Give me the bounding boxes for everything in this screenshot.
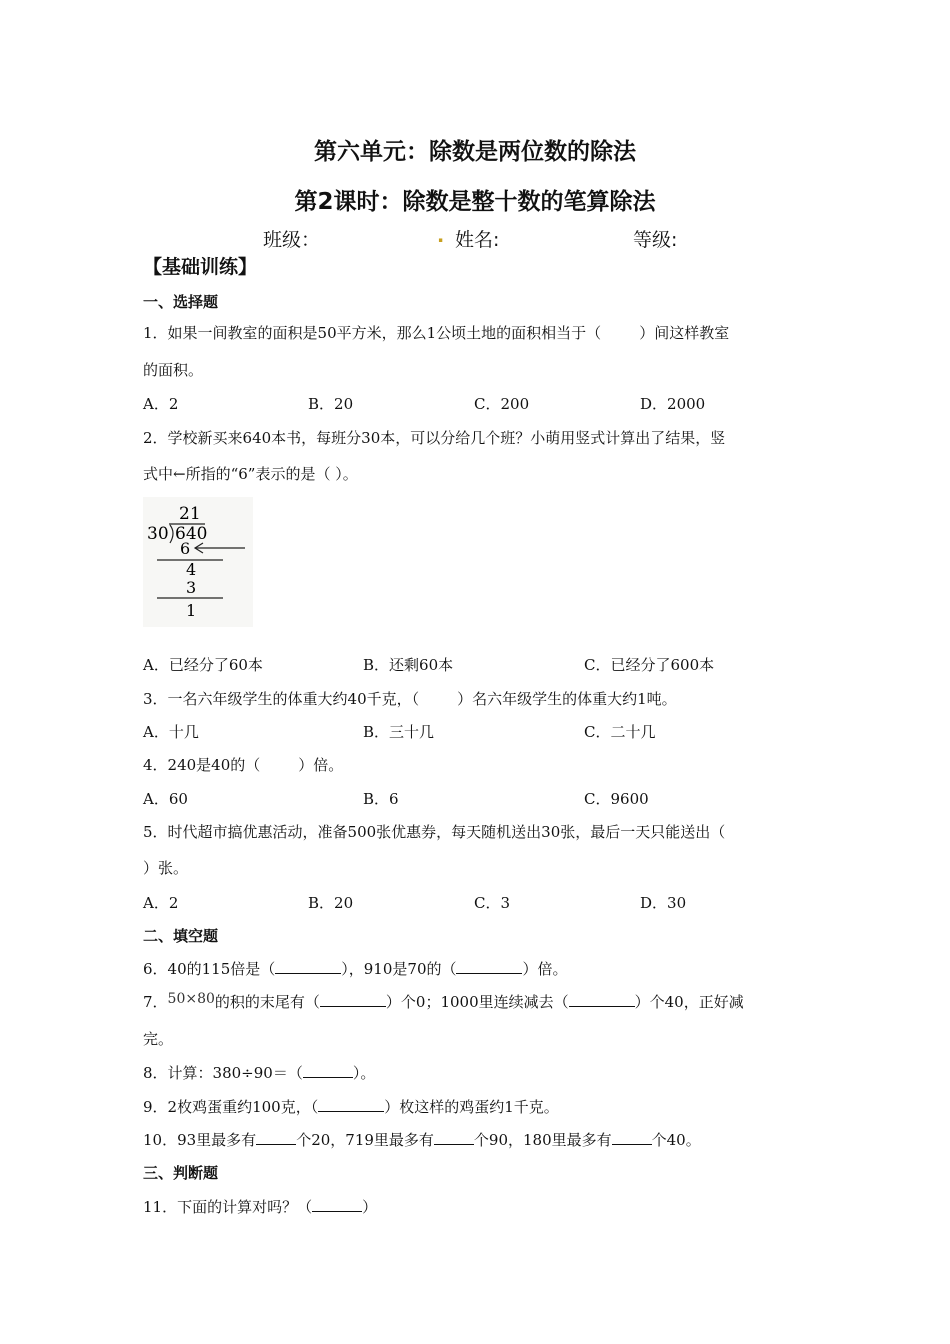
q10-blank-3[interactable] <box>612 1130 652 1145</box>
q10-blank-2[interactable] <box>434 1130 474 1145</box>
q8-text-b: ）。 <box>352 1064 376 1082</box>
q11-text-b: ） <box>362 1198 378 1216</box>
q4-option-b: B．6 <box>363 790 399 808</box>
q8-line <box>143 1062 375 1083</box>
divisor-text: 30 <box>147 524 169 544</box>
section-judge-heading: 三、判断题 <box>143 1164 219 1182</box>
q6-line <box>143 958 568 979</box>
unit-title: 第六单元：除数是两位数的除法 <box>314 139 636 165</box>
q1-option-d: D．2000 <box>640 395 706 413</box>
q7-line2: 完。 <box>143 1030 174 1048</box>
remainder-4: 4 <box>186 560 197 579</box>
q11-blank[interactable] <box>312 1197 362 1212</box>
grade-label: 等级: <box>633 229 678 251</box>
q9-text-a: 9．2枚鸡蛋重约100克，（ <box>143 1098 319 1116</box>
q7-num: 7． <box>143 993 168 1011</box>
q5-option-b: B．20 <box>308 894 354 912</box>
q9-text-b: ）枚这样的鸡蛋约1千克。 <box>384 1098 559 1116</box>
q10-text-a: 10．93里最多有 <box>143 1131 257 1149</box>
section-choice-heading: 一、选择题 <box>143 293 219 311</box>
q3-option-a: A．十几 <box>143 723 199 741</box>
q7-blank-2[interactable] <box>569 992 635 1007</box>
q4-text-b: ）倍。 <box>298 756 344 774</box>
q5-line1: 5．时代超市搞优惠活动，准备500张优惠券，每天随机送出30张，最后一天只能送出（ <box>143 823 726 841</box>
q3-text-a: 3．一名六年级学生的体重大约40千克，（ <box>143 690 420 708</box>
q4-text-a: 4．240是40的（ <box>143 756 261 774</box>
dot-mark: . <box>437 225 445 247</box>
q1-option-c: C．200 <box>474 395 530 413</box>
q11-text-a: 11．下面的计算对吗？（ <box>143 1198 313 1216</box>
q4-line <box>143 754 343 775</box>
q5-option-a: A．2 <box>143 894 179 912</box>
remainder-1: 1 <box>186 601 197 620</box>
q8-blank[interactable] <box>303 1063 353 1078</box>
q2-option-a: A．已经分了60本 <box>143 656 263 674</box>
q8-text-a: 8．计算：380÷90＝（ <box>143 1064 303 1082</box>
basic-training-heading: 【基础训练】 <box>143 256 258 278</box>
q7-text-b: ）个0；1000里连续减去（ <box>385 993 569 1011</box>
q7-expression: 50×80 <box>167 991 215 1007</box>
q1-line2: 的面积。 <box>143 361 204 379</box>
q4-option-a: A．60 <box>143 790 188 808</box>
lesson-title: 第2课时：除数是整十数的笔算除法 <box>294 189 656 215</box>
q6-blank-2[interactable] <box>456 959 522 974</box>
partial-product-3: 3 <box>186 578 197 597</box>
q10-text-c: 个90，180里最多有 <box>473 1131 612 1149</box>
q5-option-c: C．3 <box>474 894 511 912</box>
q5-option-d: D．30 <box>640 894 687 912</box>
class-label: 班级： <box>263 229 321 251</box>
q1-text-a: 1．如果一间教室的面积是50平方米，那么1公顷土地的面积相当于（ <box>143 324 602 342</box>
q2-option-b: B．还剩60本 <box>363 656 454 674</box>
q10-text-b: 个20，719里最多有 <box>296 1131 434 1149</box>
q7-text-a: 的积的末尾有（ <box>214 993 320 1011</box>
q3-text-b: ）名六年级学生的体重大约1吨。 <box>457 690 677 708</box>
quotient-text: 21 <box>179 504 201 524</box>
q9-line <box>143 1096 559 1117</box>
name-label: 姓名: <box>455 229 500 251</box>
q10-line <box>143 1129 701 1150</box>
q3-option-b: B．三十几 <box>363 723 435 741</box>
q11-line <box>143 1196 377 1217</box>
q2-option-c: C．已经分了600本 <box>584 656 715 674</box>
dividend-text: 640 <box>175 524 208 544</box>
q6-blank-1[interactable] <box>275 959 341 974</box>
section-fill-heading: 二、填空题 <box>143 927 219 945</box>
q1-option-a: A．2 <box>143 395 179 413</box>
q7-text-c: ）个40，正好减 <box>634 993 744 1011</box>
q4-option-c: C．9600 <box>584 790 649 808</box>
q6-text-b: ），910是70的（ <box>341 960 457 978</box>
q7-line1 <box>143 991 744 1012</box>
q5-line2: ）张。 <box>143 859 189 877</box>
q7-blank-1[interactable] <box>320 992 386 1007</box>
q6-text-c: ）倍。 <box>522 960 568 978</box>
q3-line <box>143 688 677 709</box>
q3-option-c: C．二十几 <box>584 723 656 741</box>
partial-product-6: 6 <box>180 539 191 558</box>
q9-blank[interactable] <box>318 1097 384 1112</box>
q10-text-d: 个40。 <box>651 1131 701 1149</box>
q1-line1 <box>143 322 729 343</box>
q2-line1: 2．学校新买来640本书，每班分30本，可以分给几个班？小萌用竖式计算出了结果，竖 <box>143 429 726 447</box>
long-division-figure <box>143 497 253 627</box>
q1-text-b: ）间这样教室 <box>639 324 730 342</box>
q10-blank-1[interactable] <box>256 1130 296 1145</box>
q2-line2: 式中←所指的“6”表示的是（ ）。 <box>143 465 358 483</box>
q6-text-a: 6．40的115倍是（ <box>143 960 276 978</box>
q1-option-b: B．20 <box>308 395 354 413</box>
